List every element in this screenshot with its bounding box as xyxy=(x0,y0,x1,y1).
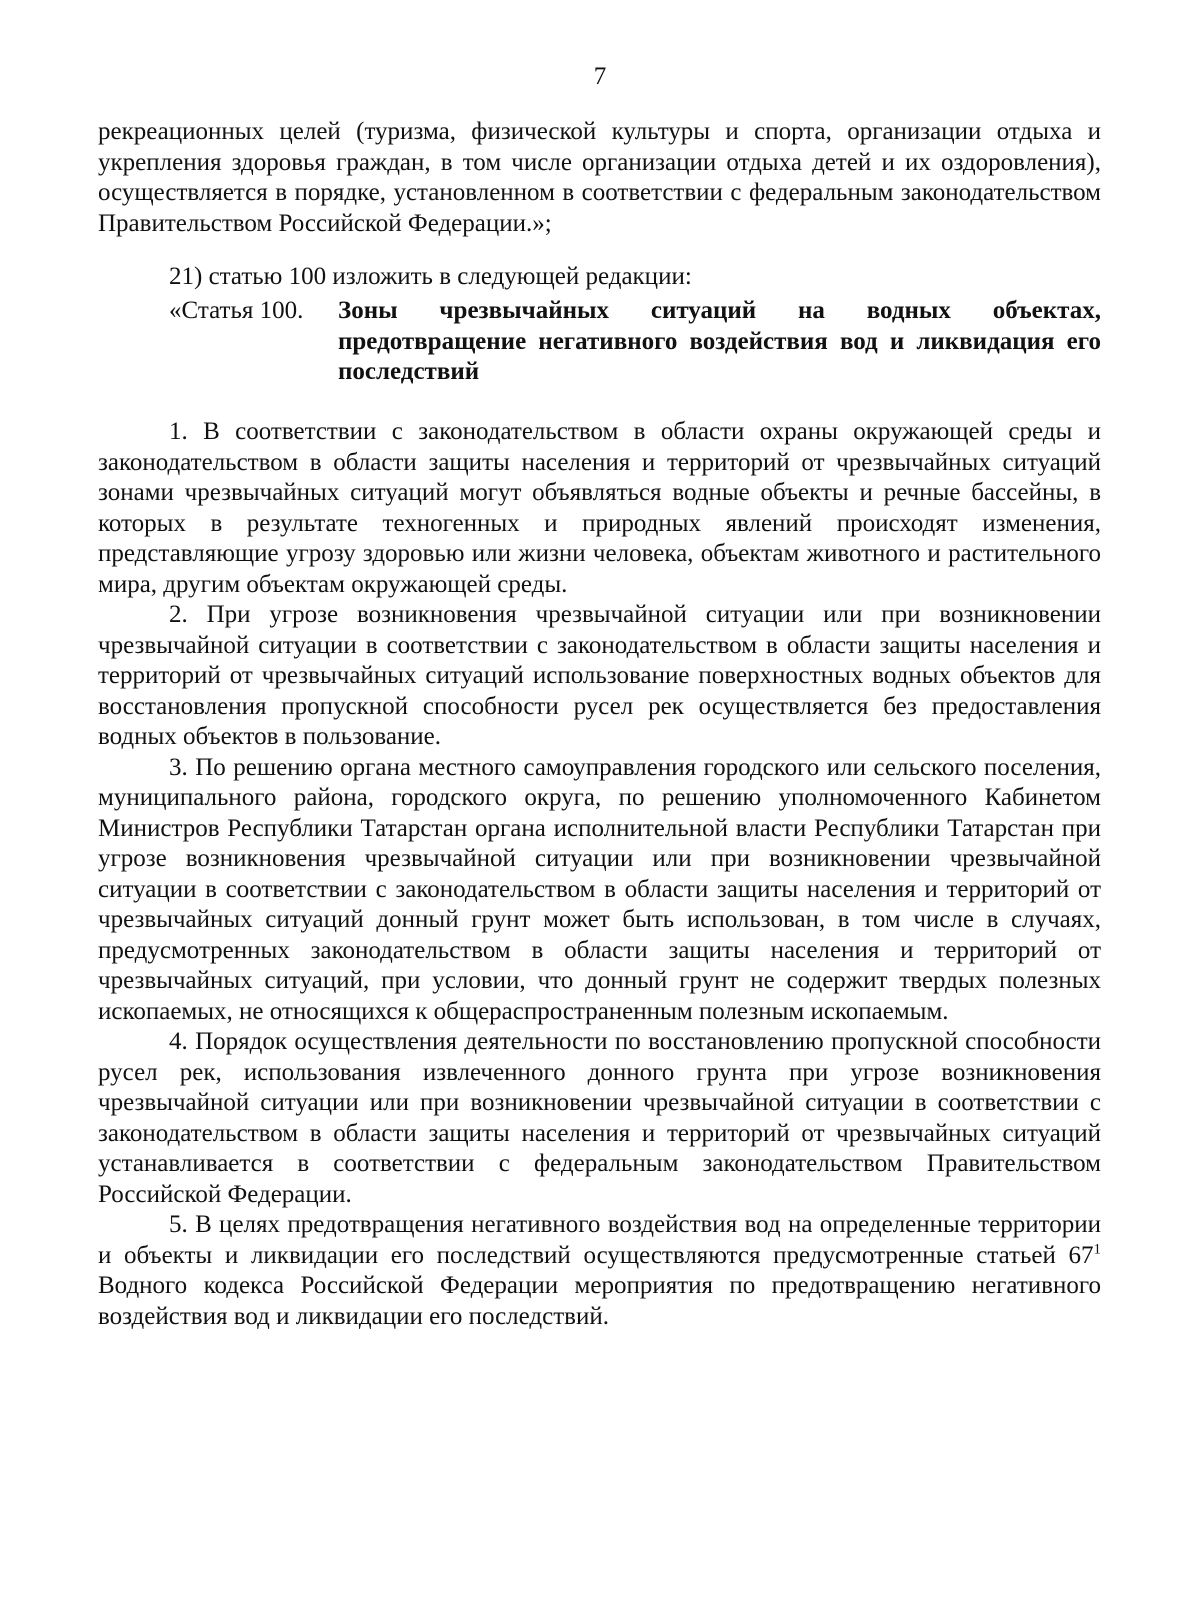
page-number: 7 xyxy=(593,63,607,90)
article-body xyxy=(98,417,1101,1332)
article-paragraph-4: 4. Порядок осуществления деятельности по восстановлению пропускной способности русел рек, использования извлеченного донного грунта при угрозе возникновения чрезвычайной ситуации или при возникновении чрезвычайной ситуации в соответствии с законодательством в области защиты населения и территорий от чрезвычайных ситуаций устанавливается в соответствии с федеральным законодательством Правительством Российской Федерации. xyxy=(98,1028,1101,1208)
article-heading xyxy=(169,296,1101,388)
article-paragraph-5 xyxy=(98,1210,1101,1332)
paragraph-5-text-start: 5. В целях предотвращения негативного воздействия вод на определенные территории и объекты и ликвидации его последствий осуществляются предусмотренные статьей 67 xyxy=(98,1211,1101,1269)
article-paragraph-1: 1. В соответствии с законодательством в области охраны окружающей среды и законодательством в области защиты населения и территорий от чрезвычайных ситуаций зонами чрезвычайных ситуаций могут объявляться водные объекты и речные бассейны, в которых в результате техногенных и природных явлений происходят изменения, представляющие угрозу здоровью или жизни человека, объектам животного и растительного мира, другим объектам окружающей среды. xyxy=(98,418,1101,598)
amendment-line: 21) статью 100 изложить в следующей редакции: xyxy=(169,263,692,290)
article-number: «Статья 100. xyxy=(169,297,304,324)
article-title: Зоны чрезвычайных ситуаций на водных объектах, предотвращение негативного воздействия вод и ликвидация его последствий xyxy=(338,297,1101,385)
intro-paragraph-block xyxy=(98,117,1101,239)
article-paragraph-3: 3. По решению органа местного самоуправления городского или сельского поселения, муниципального района, городского округа, по решению уполномоченного Кабинетом Министров Республики Татарстан органа исполнительной власти Республики Татарстан при угрозе возникновения чрезвычайной ситуации или при возникновении чрезвычайной ситуации в соответствии с законодательством в области защиты населения и территорий от чрезвычайных ситуаций донный грунт может быть использован, в том числе в случаях, предусмотренных законодательством в области защиты населения и территорий от чрезвычайных ситуаций, при условии, что донный грунт не содержит твердых полезных ископаемых, не относящихся к общераспространенным полезным ископаемым. xyxy=(98,753,1101,1025)
article-superscript: 1 xyxy=(1093,1241,1101,1258)
intro-paragraph: рекреационных целей (туризма, физической культуры и спорта, организации отдыха и укрепления здоровья граждан, в том числе организации отдыха детей и их оздоровления), осуществляется в порядке, установленном в соответствии с федеральным законодательством Правительством Российской Федерации.»; xyxy=(98,118,1101,237)
article-paragraph-2: 2. При угрозе возникновения чрезвычайной ситуации или при возникновении чрезвычайной ситуации в соответствии с законодательством в области защиты населения и территорий от чрезвычайных ситуаций использование поверхностных водных объектов для восстановления пропускной способности русел рек осуществляется без предоставления водных объектов в пользование. xyxy=(98,601,1101,750)
paragraph-5-text-end: Водного кодекса Российской Федерации мероприятия по предотвращению негативного воздействия вод и ликвидации его последствий. xyxy=(98,1272,1101,1330)
